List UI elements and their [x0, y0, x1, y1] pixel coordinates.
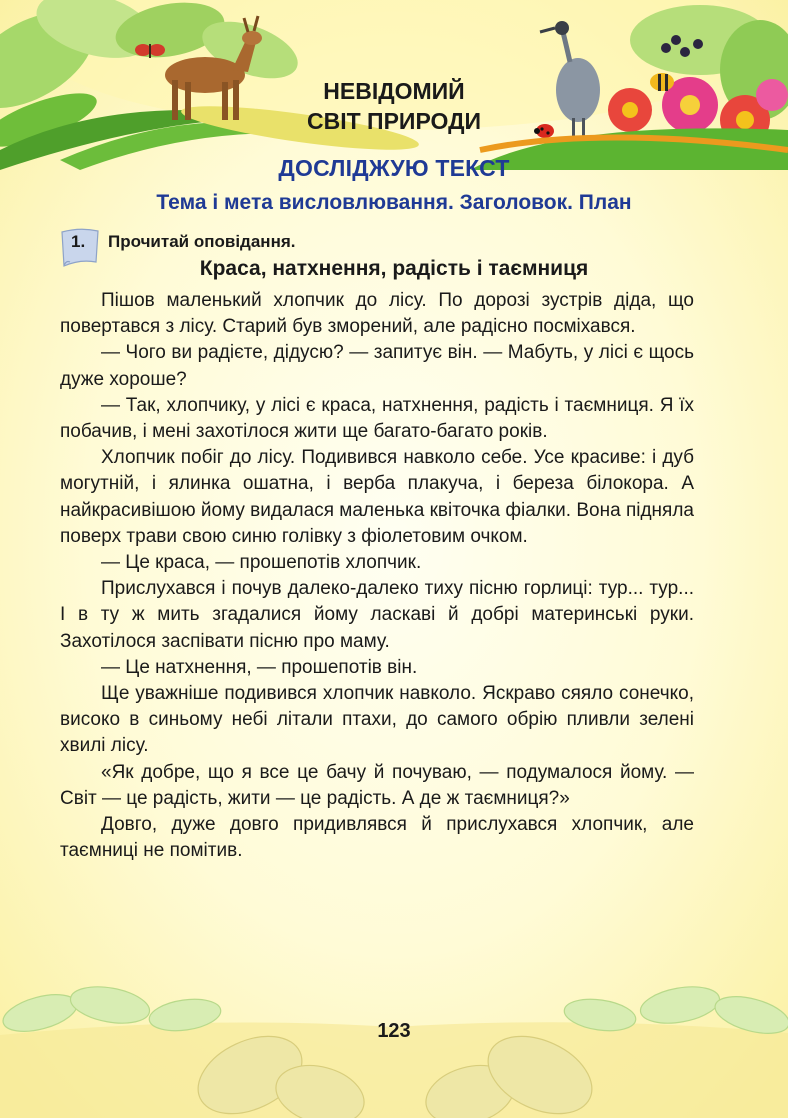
section-title-line1: НЕВІДОМИЙ: [323, 78, 465, 104]
lesson-subheading: Тема і мета висловлювання. Заголовок. План: [156, 191, 632, 214]
story-paragraph: — Це натхнення, — прошепотів він.: [101, 656, 418, 678]
story-paragraph: Пішов маленький хлопчик до лісу. По дорозі зустрів діда, що повертався з лісу. Старий був зморений, але радісно посміхався.: [60, 290, 694, 338]
task-instruction: Прочитай оповідання.: [108, 232, 296, 251]
story-paragraph: «Як добре, що я все це бачу й почуваю, — подумалося йому. — Світ — це радість, жити — це радість. А де ж таємниця?»: [60, 761, 694, 809]
page-number: 123: [377, 1020, 411, 1042]
story-text: [60, 288, 694, 864]
story-paragraph: Ще уважніше подивився хлопчик навколо. Яскраво сяяло сонечко, високо в синьому небі літали птахи, до самого обрію пливли зелені хвилі лісу.: [60, 683, 694, 757]
leaf-footer-decoration: [0, 975, 788, 1118]
story-paragraph: — Так, хлопчику, у лісі є краса, натхнення, радість і таємниця. Я їх побачив, і мені захотілося жити ще багато-багато років.: [60, 394, 694, 443]
lesson-heading: ДОСЛІДЖУЮ ТЕКСТ: [278, 155, 510, 181]
story-paragraph: Хлопчик побіг до лісу. Подивився навколо себе. Усе красиве: і дуб могутній, і ялинка ошатна, і верба плакуча, і береза білокора. А найкрасивішою йому видалася маленька квіточка фіалки. Вона підняла поверх трави свою синю голівку з фіолетовим очком.: [60, 447, 694, 547]
story-paragraph: — Це краса, — прошепотів хлопчик.: [101, 552, 422, 574]
story-paragraph: — Чого ви радієте, дідусю? — запитує він. — Мабуть, у лісі є щось дуже хороше?: [60, 342, 694, 390]
section-title: [0, 76, 788, 136]
task-number: 1.: [71, 232, 86, 251]
story-title: Краса, натхнення, радість і таємниця: [199, 257, 589, 280]
section-title-line2: СВІТ ПРИРОДИ: [307, 108, 481, 134]
story-paragraph: Прислухався і почув далеко-далеко тиху пісню горлиці: тур... тур... І в ту ж мить згадалися йому ласкаві й добрі материнські руки. Захотілося заспівати пісню про маму.: [60, 578, 694, 652]
story-paragraph: Довго, дуже довго придивлявся й прислухався хлопчик, але таємниці не помітив.: [60, 814, 694, 862]
